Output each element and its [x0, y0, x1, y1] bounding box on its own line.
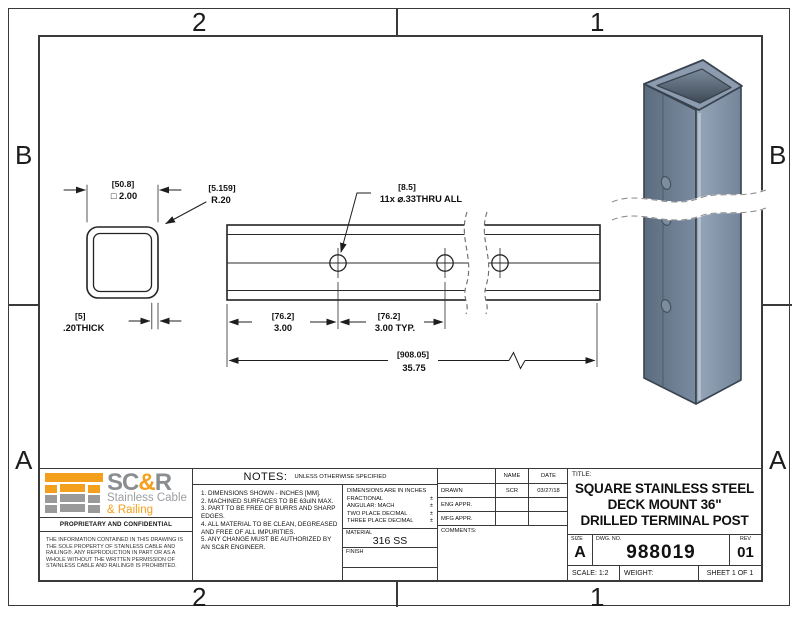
break-gap	[474, 212, 478, 314]
proprietary-banner: PROPRIETARY AND CONFIDENTIAL	[40, 517, 192, 532]
rev-field	[729, 535, 761, 565]
zone-label-right-lower: A	[769, 445, 787, 475]
zone-label-bottom-left: 2	[192, 582, 207, 612]
brand-subtitle-2: & Railing	[107, 503, 154, 516]
dwg-no-field	[592, 535, 729, 565]
drawing-title-block	[567, 469, 761, 580]
company-logo	[40, 469, 192, 517]
dim-radius-in: R.20	[211, 195, 231, 205]
rev-label: REV	[740, 536, 751, 542]
note-item: 4. ALL MATERIAL TO BE CLEAN, DEGREASED AND FREE OF ALL IMPURITIES.	[201, 520, 338, 536]
tolerance-label: TWO PLACE DECIMAL	[347, 510, 408, 517]
zone-label-top-right: 1	[590, 7, 605, 37]
tolerance-value: ±	[429, 503, 433, 509]
tolerance-value: ±	[429, 495, 433, 502]
zone-label-bottom-right: 1	[590, 582, 605, 612]
notes-list	[193, 485, 342, 580]
approval-row-label: MFG APPR.	[438, 512, 496, 526]
dim-width-in: □ 2.00	[110, 191, 138, 201]
dim-spacing2-mm: [76.2]	[377, 311, 401, 321]
dim-radius-mm: [5.159]	[208, 183, 236, 193]
note-item: 5. ANY CHANGE MUST BE AUTHORIZED BY AN SC&R ENGINEER.	[201, 536, 332, 551]
title-block	[40, 468, 761, 580]
dwg-no-label: DWG. NO.	[596, 536, 622, 542]
approval-date	[529, 512, 568, 526]
drawing-title	[568, 469, 761, 534]
notes-block	[192, 469, 437, 580]
approval-row-label: ENG APPR.	[438, 498, 496, 512]
approval-date	[529, 498, 568, 512]
approvals-block	[437, 469, 567, 580]
weight-field: WEIGHT:	[619, 566, 698, 580]
brand-subtitle-1: Stainless Cable	[107, 492, 187, 504]
tolerance-label: FRACTIONAL	[347, 495, 384, 502]
dwg-no-value: 988019	[626, 542, 696, 563]
approval-name	[496, 498, 529, 512]
company-block	[40, 469, 192, 580]
legal-text: THE INFORMATION CONTAINED IN THIS DRAWING IS THE SOLE PROPERTY OF STAINLESS CABLE AND RAILING®. ANY REPRODUCTION IN PART OR AS A WHOLE WITHOUT THE WRITTEN PERMISSION OF STAINLESS CABLE AND RAILING® IS PROHIBITED.	[46, 537, 183, 570]
dim-thickness-mm: [5]	[75, 311, 86, 321]
rev-value: 01	[737, 544, 754, 561]
size-field	[568, 535, 592, 565]
sheet-field: SHEET 1 OF 1	[698, 566, 761, 580]
material-value: 316 SS	[372, 535, 408, 547]
dim-spacing1-mm: [76.2]	[271, 311, 295, 321]
approval-name	[496, 512, 529, 526]
tolerance-label: ANGULAR: MACH	[347, 503, 395, 509]
notes-header	[193, 469, 437, 485]
size-value: A	[574, 544, 586, 561]
dim-length-mm: [908.05]	[396, 349, 430, 360]
brand-name: SC&R	[107, 469, 172, 496]
approval-date: 03/27/18	[529, 484, 568, 498]
title-line-2: DECK MOUNT 36"	[607, 496, 722, 512]
dim-spacing2-in: 3.00 TYP.	[374, 323, 416, 333]
title-line-1: SQUARE STAINLESS STEEL	[574, 480, 755, 496]
cross-section-view	[64, 185, 206, 329]
comments-field: COMMENTS:	[441, 528, 477, 534]
side-view	[227, 193, 600, 369]
scale-field: SCALE: 1:2	[572, 569, 609, 577]
isometric-post-view	[612, 60, 766, 404]
date-column-header: DATE	[529, 469, 568, 484]
note-item: 2. MACHINED SURFACES TO BE 63uIN MAX.	[201, 497, 334, 505]
tolerance-label: THREE PLACE DECIMAL	[347, 518, 414, 524]
callout-hole-in: 11x ⌀.33THRU ALL	[379, 194, 463, 204]
tolerance-value: ±	[429, 518, 433, 524]
material-field	[343, 528, 437, 547]
title-label: TITLE:	[572, 471, 592, 478]
name-column-header: NAME	[496, 469, 529, 484]
note-item: 3. PART TO BE FREE OF BURRS AND SHARP EDGES.	[201, 505, 336, 521]
dim-width-mm: [50.8]	[111, 179, 135, 189]
notes-title: NOTES:	[243, 470, 288, 483]
tolerance-block	[343, 485, 437, 528]
dim-spacing1-in: 3.00	[273, 323, 293, 333]
title-line-3: DRILLED TERMINAL POST	[580, 512, 749, 528]
tolerance-title: DIMENSIONS ARE IN INCHES	[347, 488, 427, 494]
railing-logo-icon	[45, 473, 103, 513]
approvals-corner-cell	[438, 469, 496, 484]
zone-label-left-lower: A	[15, 445, 33, 475]
note-item: 1. DIMENSIONS SHOWN - INCHES [MM].	[201, 490, 321, 497]
callout-hole-mm: [8.5]	[398, 182, 416, 192]
zone-label-right-upper: B	[769, 140, 787, 170]
finish-label: FINISH	[346, 549, 364, 555]
zone-label-left-upper: B	[15, 140, 33, 170]
empty-field	[343, 567, 437, 580]
tolerance-value: ±	[429, 510, 433, 517]
notes-subtitle: UNLESS OTHERWISE SPECIFIED	[294, 473, 387, 480]
logo-text	[107, 469, 187, 516]
finish-field	[343, 547, 437, 567]
size-label: SIZE	[571, 536, 583, 542]
zone-label-top-left: 2	[192, 7, 207, 37]
dim-length-in: 35.75	[402, 363, 426, 373]
dim-thickness-in: .20THICK	[63, 323, 105, 333]
material-label: MATERIAL	[346, 530, 373, 536]
approval-row-label: DRAWN	[438, 484, 496, 498]
approval-name: SCR	[496, 484, 529, 498]
